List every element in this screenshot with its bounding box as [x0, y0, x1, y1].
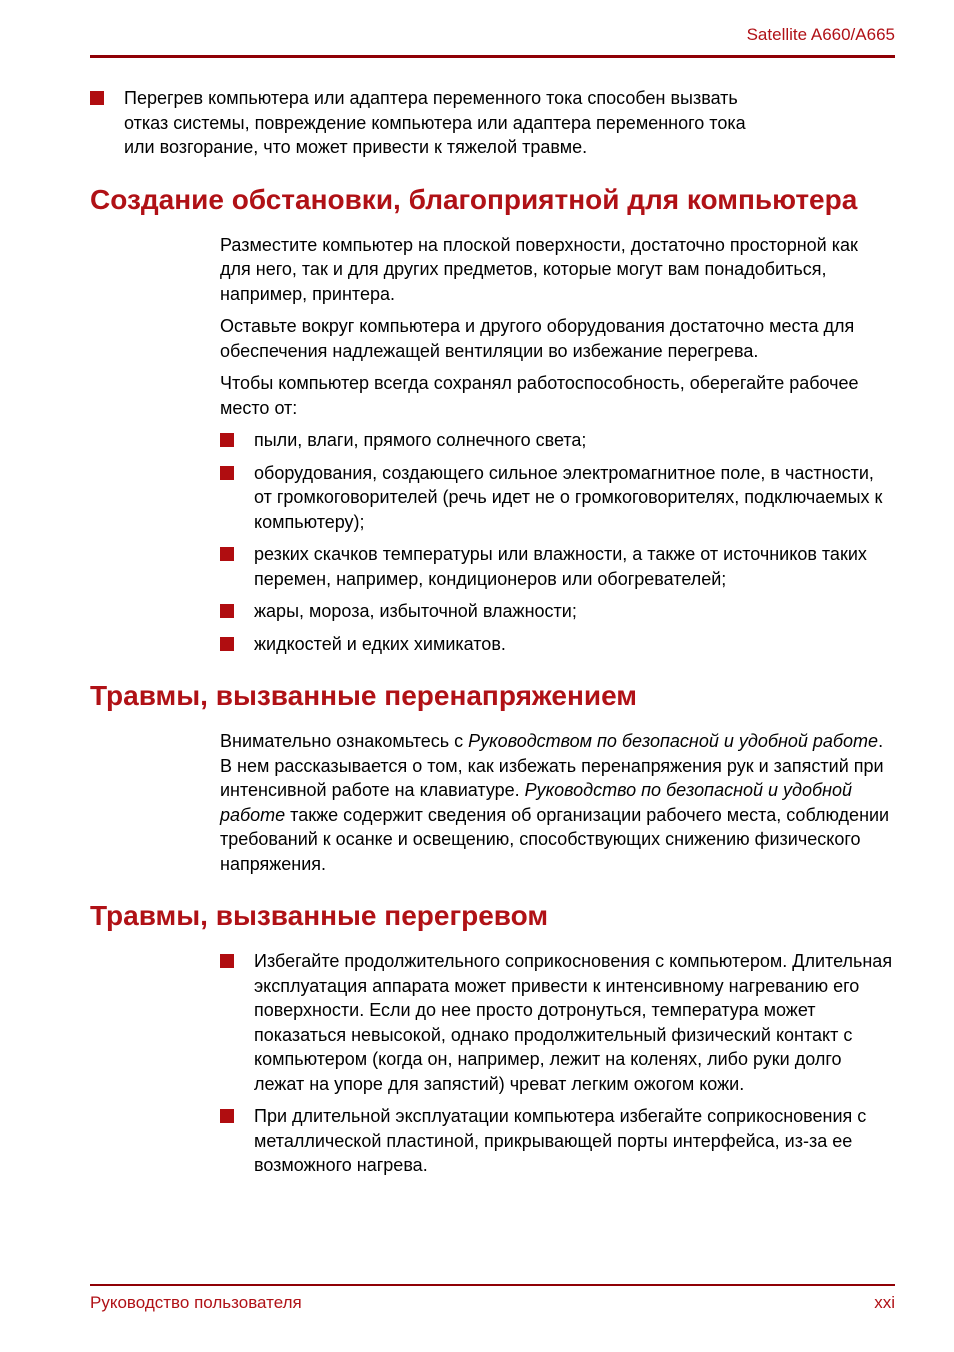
- heat-bullet-list: [220, 949, 895, 1178]
- square-bullet-icon: [220, 433, 234, 447]
- list-item: [220, 542, 895, 591]
- paragraph: Чтобы компьютер всегда сохранял работоспособность, оберегайте рабочее место от:: [220, 373, 859, 418]
- bullet-text: оборудования, создающего сильное электромагнитное поле, в частности, от громкоговорителей (речь идет не о громкоговорителях, подключаемых к компьютеру);: [254, 462, 883, 532]
- bullet-text: Перегрев компьютера или адаптера переменного тока способен вызвать отказ системы, повреждение компьютера или адаптера переменного тока или возгорание, что может привести к тяжелой травме.: [124, 88, 746, 157]
- list-item: [220, 1104, 895, 1178]
- square-bullet-icon: [220, 637, 234, 651]
- section-body-heat-injury: [220, 949, 895, 1178]
- text-run: Внимательно ознакомьтесь с: [220, 731, 469, 751]
- environment-bullet-list: [220, 428, 895, 656]
- list-item: [220, 428, 895, 453]
- square-bullet-icon: [220, 954, 234, 968]
- footer-rule: [90, 1284, 895, 1286]
- bullet-text: жары, мороза, избыточной влажности;: [254, 601, 577, 621]
- list-item: [90, 86, 895, 160]
- section-body-strain-injury: [220, 729, 895, 876]
- intro-bullet-list: [90, 86, 895, 160]
- text-run-italic-manual-title: Руководством по безопасной и удобной работе: [468, 731, 879, 751]
- square-bullet-icon: [90, 91, 104, 105]
- page-header: [90, 24, 895, 58]
- square-bullet-icon: [220, 466, 234, 480]
- page-content: [90, 58, 895, 1186]
- bullet-text: Избегайте продолжительного соприкосновения с компьютером. Длительная эксплуатация аппарата может привести к интенсивному нагреванию его поверхности. Если до нее просто дотронуться, температура может показаться невысокой, однако продолжительный физический контакт с компьютером (когда он, например, лежит на коленях, либо руки долго лежат на упоре для запястий) чреват легким ожогом кожи.: [254, 951, 893, 1094]
- paragraph: Оставьте вокруг компьютера и другого оборудования достаточно места для обеспечения надлежащей вентиляции во избежание перегрева.: [220, 316, 855, 361]
- square-bullet-icon: [220, 1109, 234, 1123]
- section-heading-strain-injury: Травмы, вызванные перенапряжением: [90, 680, 638, 711]
- square-bullet-icon: [220, 604, 234, 618]
- paragraph-with-italics: [220, 729, 892, 876]
- bullet-text: резких скачков температуры или влажности, а также от источников таких перемен, например, кондиционеров или обогревателей;: [254, 544, 867, 589]
- header-model-title: Satellite A660/A665: [746, 25, 895, 44]
- bullet-text: пыли, влаги, прямого солнечного света;: [254, 430, 587, 450]
- bullet-text: жидкостей и едких химикатов.: [254, 633, 506, 654]
- text-run: . В нем рассказывается о том, как избежать перенапряжения рук и запястий при интенсивной работе на клавиатуре.: [220, 731, 884, 800]
- section-heading-heat-injury: Травмы, вызванные перегревом: [90, 900, 549, 931]
- footer-document-title: Руководство пользователя: [90, 1293, 302, 1312]
- bullet-text: При длительной эксплуатации компьютера избегайте соприкосновения с металлической пластиной, прикрывающей порты интерфейса, из-за ее возможного нагрева.: [254, 1106, 867, 1175]
- page-number: xxi: [874, 1293, 895, 1312]
- list-item: [220, 599, 895, 624]
- paragraph: Разместите компьютер на плоской поверхности, достаточно просторной как для него, так и для других предметов, которые могут вам понадобиться, например, принтера.: [220, 234, 858, 304]
- text-run-italic-manual-title: Руководство по безопасной и удобной работе: [220, 780, 853, 825]
- section-body-environment: [220, 233, 895, 657]
- list-item: [220, 949, 895, 1096]
- list-item: [220, 632, 895, 657]
- square-bullet-icon: [220, 547, 234, 561]
- text-run: также содержит сведения об организации рабочего места, соблюдении требований к осанке и освещению, способствующих снижению физического напряжения.: [220, 804, 890, 874]
- page-footer: [90, 1284, 895, 1313]
- section-heading-environment: Создание обстановки, благоприятной для компьютера: [90, 183, 858, 215]
- list-item: [220, 461, 895, 535]
